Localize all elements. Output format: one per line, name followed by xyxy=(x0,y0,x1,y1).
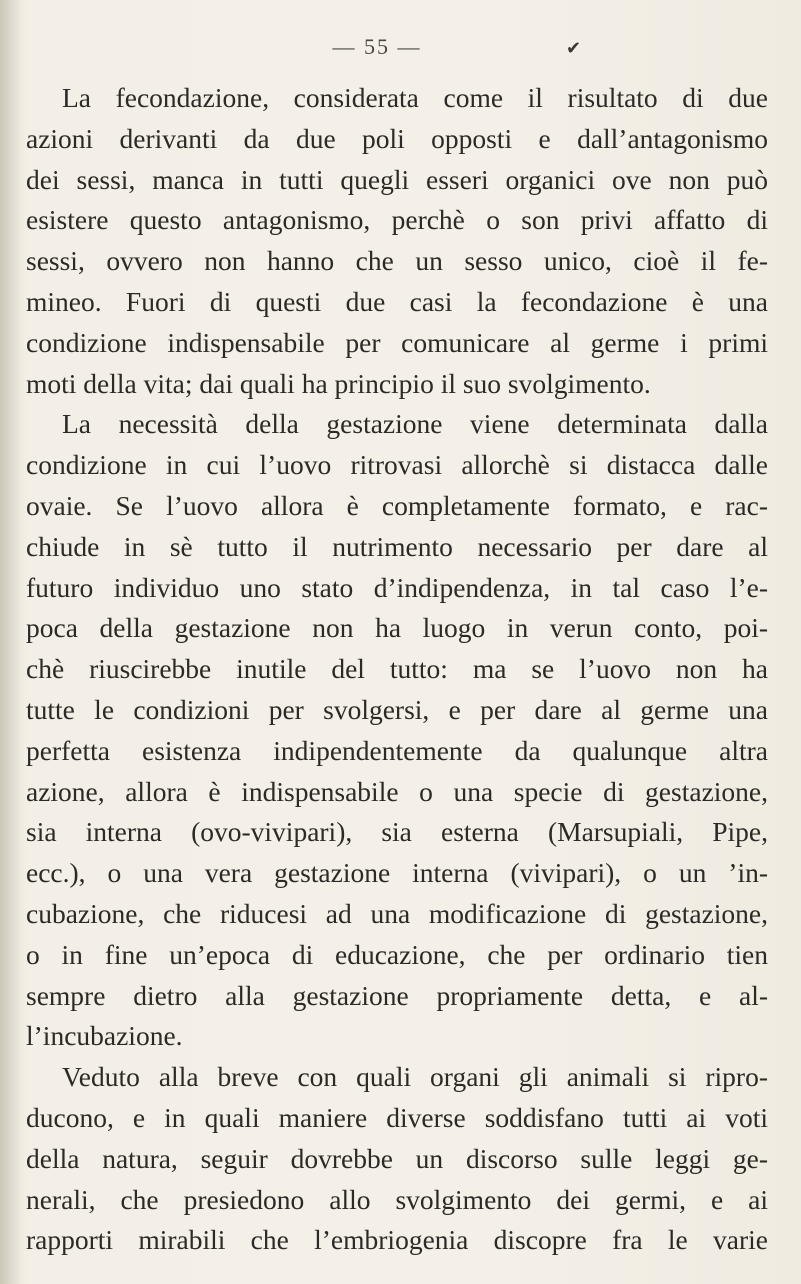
text-line: ovaie. Se l’uovo allora è completamente formato, e rac- xyxy=(26,489,768,521)
text-line: Veduto alla breve con quali organi gli animali si ripro- xyxy=(62,1061,768,1093)
text-line: mineo. Fuori di questi due casi la fecondazione è una xyxy=(26,285,768,317)
text-line: sia interna (ovo-vivipari), sia esterna (Marsupiali, Pipe, xyxy=(26,816,768,848)
page-header xyxy=(0,28,801,68)
text-line: futuro individuo uno stato d’indipendenza, in tal caso l’e- xyxy=(26,571,768,603)
body-text xyxy=(26,78,768,1261)
text-line: moti della vita; dai quali ha principio il suo svolgimento. xyxy=(26,367,651,399)
text-line: condizione in cui l’uovo ritrovasi allorchè si distacca dalle xyxy=(26,449,768,481)
text-line: condizione indispensabile per comunicare al germe i primi xyxy=(26,326,768,358)
text-line: azione, allora è indispensabile o una specie di gestazione, xyxy=(26,775,768,807)
spine-shadow xyxy=(0,0,22,1284)
text-line: sempre dietro alla gestazione propriamente detta, e al- xyxy=(26,979,768,1011)
text-line: La fecondazione, considerata come il risultato di due xyxy=(62,82,768,113)
text-line: l’incubazione. xyxy=(26,1020,183,1052)
text-line: La necessità della gestazione viene determinata dalla xyxy=(62,408,768,440)
text-line: rapporti mirabili che l’embriogenia discopre fra le varie xyxy=(26,1224,768,1256)
text-line: sessi, ovvero non hanno che un sesso unico, cioè il fe- xyxy=(26,245,768,277)
text-line: nerali, che presiedono allo svolgimento dei germi, e ai xyxy=(26,1183,768,1215)
check-mark-icon: ✔ xyxy=(566,38,582,58)
text-line: o in fine un’epoca di educazione, che per ordinario tien xyxy=(26,938,768,970)
text-line: perfetta esistenza indipendentemente da qualunque altra xyxy=(26,734,768,766)
text-line: esistere questo antagonismo, perchè o son privi affatto di xyxy=(26,204,768,236)
page-number: — 55 — xyxy=(332,34,422,59)
text-line: dei sessi, manca in tutti quegli esseri organici ove non può xyxy=(26,163,768,195)
text-line: tutte le condizioni per svolgersi, e per dare al germe una xyxy=(26,693,768,725)
text-line: poca della gestazione non ha luogo in verun conto, poi- xyxy=(26,612,768,644)
text-line: ecc.), o una vera gestazione interna (vivipari), o un ’in- xyxy=(26,857,768,889)
text-line: chiude in sè tutto il nutrimento necessario per dare al xyxy=(26,530,768,562)
text-line: cubazione, che riducesi ad una modificazione di gestazione, xyxy=(26,897,768,929)
text-line: azioni derivanti da due poli opposti e dall’antagonismo xyxy=(26,122,768,154)
text-line: ducono, e in quali maniere diverse soddisfano tutti ai voti xyxy=(26,1101,768,1133)
text-line: della natura, seguir dovrebbe un discorso sulle leggi ge- xyxy=(26,1142,768,1174)
text-line: chè riuscirebbe inutile del tutto: ma se l’uovo non ha xyxy=(26,653,768,685)
